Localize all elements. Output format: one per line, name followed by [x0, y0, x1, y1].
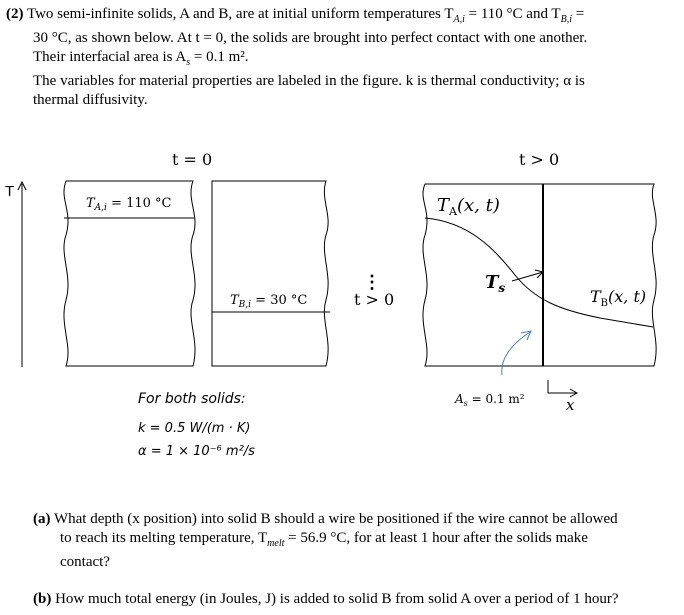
t-axis-label: T	[5, 183, 15, 200]
intro-line-3: Their interfacial area is $A_s = 0.1$ m².	[33, 49, 249, 68]
x-label: x	[566, 396, 575, 414]
ts-label: $T_s$	[485, 272, 506, 295]
variables-paragraph: The variables for material properties are labeled in the figure. k is thermal conductivity; α is thermal diffusivity.	[33, 73, 585, 108]
tgt0-label: t > 0	[519, 150, 560, 169]
intro-line-1: (2) Two semi-infinite solids, A and B, are at initial uniform temperatures $T_{A,i} = 110$ °C and $T_{B,i}$ =	[6, 6, 585, 25]
tbi-label: $T_{B,i} = 30$ °C	[230, 293, 308, 310]
as-pointer	[502, 332, 530, 375]
question-a-label: (a)	[33, 511, 51, 527]
t0-label: t = 0	[172, 150, 213, 169]
intro-line-2: 30 °C, as shown below. At t = 0, the solids are brought into perfect contact with one another.	[33, 30, 588, 46]
question-b: (b) How much total energy (in Joules, J) is added to solid B from solid A over a period of 1 hour?	[33, 591, 619, 607]
both-solids-label: For both solids:	[138, 391, 246, 407]
as-label: $A_s = 0.1$ m²	[455, 392, 525, 408]
ta-xt-label: $T_A(x$, t)	[437, 195, 500, 218]
question-b-label: (b)	[33, 591, 52, 607]
conductivity-label: k = 0.5 W/(m · K)	[138, 421, 251, 436]
solid-b-contact	[543, 184, 656, 366]
time-arrow-label: t > 0	[354, 290, 395, 309]
solid-b-initial	[212, 181, 328, 366]
diffusivity-label: α = 1 × 10⁻⁶ m²/s	[138, 444, 255, 459]
question-a: (a) What depth (x position) into solid B should a wire be positioned if the wire cannot be allowed to reach its melting temperature, $T_{melt} = 56.9$ °C, for at least 1 hour after the solids make contact?	[33, 511, 618, 570]
temperature-profile	[425, 218, 653, 327]
tai-label: $T_{A,i} = 110$ °C	[86, 196, 172, 213]
problem-number: (2)	[6, 6, 24, 22]
time-dots: ⋮	[363, 272, 381, 293]
tb-xt-label: $T_B(x$, t)	[590, 287, 647, 309]
